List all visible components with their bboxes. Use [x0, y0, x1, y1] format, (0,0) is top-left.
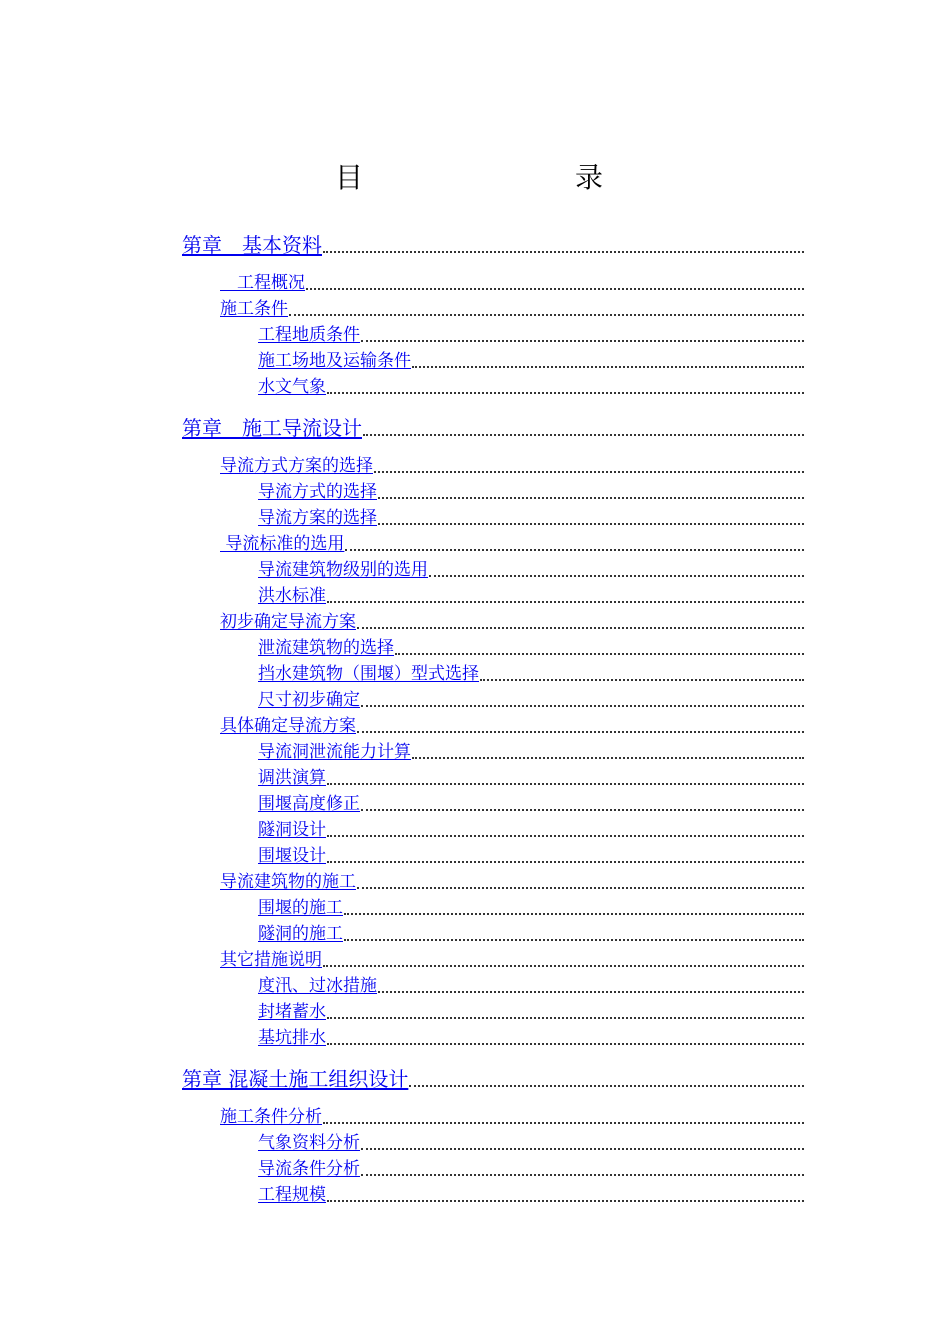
toc-link[interactable]: 泄流建筑物的选择 [258, 638, 394, 658]
toc-link[interactable]: 第章 基本资料 [182, 233, 322, 257]
toc-section-entry [220, 715, 804, 737]
toc-link[interactable]: 工程地质条件 [258, 325, 360, 345]
toc-chapter-entry [182, 1067, 804, 1091]
dot-leader [429, 575, 804, 577]
toc-subsection-entry [258, 1184, 804, 1206]
toc-subsection-entry [258, 1001, 804, 1023]
page-title: 目 录 [334, 161, 655, 194]
toc-subsection-entry [258, 324, 804, 346]
toc-link[interactable]: 度汛、过冰措施 [258, 976, 377, 996]
toc-subsection-entry [258, 767, 804, 789]
dot-leader [395, 653, 804, 655]
toc-subsection-entry [258, 793, 804, 815]
toc-link[interactable]: 其它措施说明 [220, 950, 322, 970]
toc-link[interactable]: 第章 混凝土施工组织设计 [182, 1067, 409, 1091]
dot-leader [323, 965, 804, 967]
dot-leader [327, 783, 804, 785]
dot-leader [327, 835, 804, 837]
dot-leader [289, 314, 804, 316]
toc-link[interactable]: 具体确定导流方案 [220, 716, 356, 736]
toc-link[interactable]: 隧洞设计 [258, 820, 326, 840]
dot-leader [378, 523, 804, 525]
dot-leader [327, 1200, 804, 1202]
dot-leader [361, 809, 804, 811]
toc-link[interactable]: 施工条件 [220, 299, 288, 319]
toc-link[interactable]: 工程规模 [258, 1185, 326, 1205]
dot-leader [344, 939, 804, 941]
dot-leader [363, 434, 804, 436]
toc-subsection-entry [258, 376, 804, 398]
toc-link[interactable]: 导流洞泄流能力计算 [258, 742, 411, 762]
toc-subsection-entry [258, 923, 804, 945]
dot-leader [361, 340, 804, 342]
toc-link[interactable]: 尺寸初步确定 [258, 690, 360, 710]
dot-leader [327, 392, 804, 394]
toc-chapter-entry [182, 233, 804, 257]
toc-subsection-entry [258, 585, 804, 607]
dot-leader [357, 627, 804, 629]
dot-leader [378, 497, 804, 499]
toc-link[interactable]: 导流方式的选择 [258, 482, 377, 502]
toc-subsection-entry [258, 845, 804, 867]
dot-leader [480, 679, 804, 681]
toc-section-entry [220, 533, 804, 555]
dot-leader [323, 1122, 804, 1124]
toc-subsection-entry [258, 897, 804, 919]
toc-link[interactable]: 封堵蓄水 [258, 1002, 326, 1022]
dot-leader [361, 705, 804, 707]
toc-subsection-entry [258, 663, 804, 685]
toc-link[interactable]: 水文气象 [258, 377, 326, 397]
dot-leader [327, 601, 804, 603]
toc-subsection-entry [258, 975, 804, 997]
toc-subsection-entry [258, 819, 804, 841]
toc-link[interactable]: 初步确定导流方案 [220, 612, 356, 632]
toc-subsection-entry [258, 1158, 804, 1180]
dot-leader [306, 288, 804, 290]
dot-leader [409, 1085, 804, 1087]
toc-subsection-entry [258, 637, 804, 659]
toc-link[interactable]: 导流标准的选用 [220, 534, 345, 554]
toc-section-entry [220, 949, 804, 971]
dot-leader [361, 1174, 804, 1176]
dot-leader [357, 887, 804, 889]
toc-subsection-entry [258, 689, 804, 711]
dot-leader [361, 1148, 804, 1150]
toc-subsection-entry [258, 507, 804, 529]
toc-link[interactable]: 气象资料分析 [258, 1133, 360, 1153]
toc-link[interactable]: 导流方式方案的选择 [220, 456, 373, 476]
toc-link[interactable]: 围堰的施工 [258, 898, 343, 918]
dot-leader [412, 366, 804, 368]
toc-subsection-entry [258, 481, 804, 503]
toc-link[interactable]: 调洪演算 [258, 768, 326, 788]
toc-section-entry [220, 611, 804, 633]
toc-link[interactable]: 隧洞的施工 [258, 924, 343, 944]
toc-link[interactable]: 基坑排水 [258, 1028, 326, 1048]
toc-subsection-entry [258, 350, 804, 372]
toc-link[interactable]: 围堰高度修正 [258, 794, 360, 814]
toc-chapter-entry [182, 416, 804, 440]
toc-link[interactable]: 施工条件分析 [220, 1107, 322, 1127]
toc-link[interactable]: 洪水标准 [258, 586, 326, 606]
toc-subsection-entry [258, 1027, 804, 1049]
toc-link[interactable]: 导流方案的选择 [258, 508, 377, 528]
toc-section-entry [220, 298, 804, 320]
dot-leader [323, 251, 804, 253]
toc-link[interactable]: 挡水建筑物（围堰）型式选择 [258, 664, 479, 684]
toc-link[interactable]: 导流建筑物级别的选用 [258, 560, 428, 580]
toc-link[interactable]: 第章 施工导流设计 [182, 416, 362, 440]
toc-section-entry [220, 1106, 804, 1128]
toc-link[interactable]: 导流条件分析 [258, 1159, 360, 1179]
toc-subsection-entry [258, 1132, 804, 1154]
dot-leader [357, 731, 804, 733]
dot-leader [344, 913, 804, 915]
dot-leader [327, 1043, 804, 1045]
toc-section-entry [220, 272, 804, 294]
dot-leader [374, 471, 804, 473]
dot-leader [327, 861, 804, 863]
toc-section-entry [220, 455, 804, 477]
toc-link[interactable]: 导流建筑物的施工 [220, 872, 356, 892]
toc-subsection-entry [258, 741, 804, 763]
toc-link[interactable]: 围堰设计 [258, 846, 326, 866]
toc-subsection-entry [258, 559, 804, 581]
dot-leader [412, 757, 804, 759]
dot-leader [378, 991, 804, 993]
dot-leader [345, 549, 804, 551]
dot-leader [327, 1017, 804, 1019]
toc-section-entry [220, 871, 804, 893]
toc-link[interactable]: 工程概况 [220, 273, 305, 293]
toc-link[interactable]: 施工场地及运输条件 [258, 351, 411, 371]
